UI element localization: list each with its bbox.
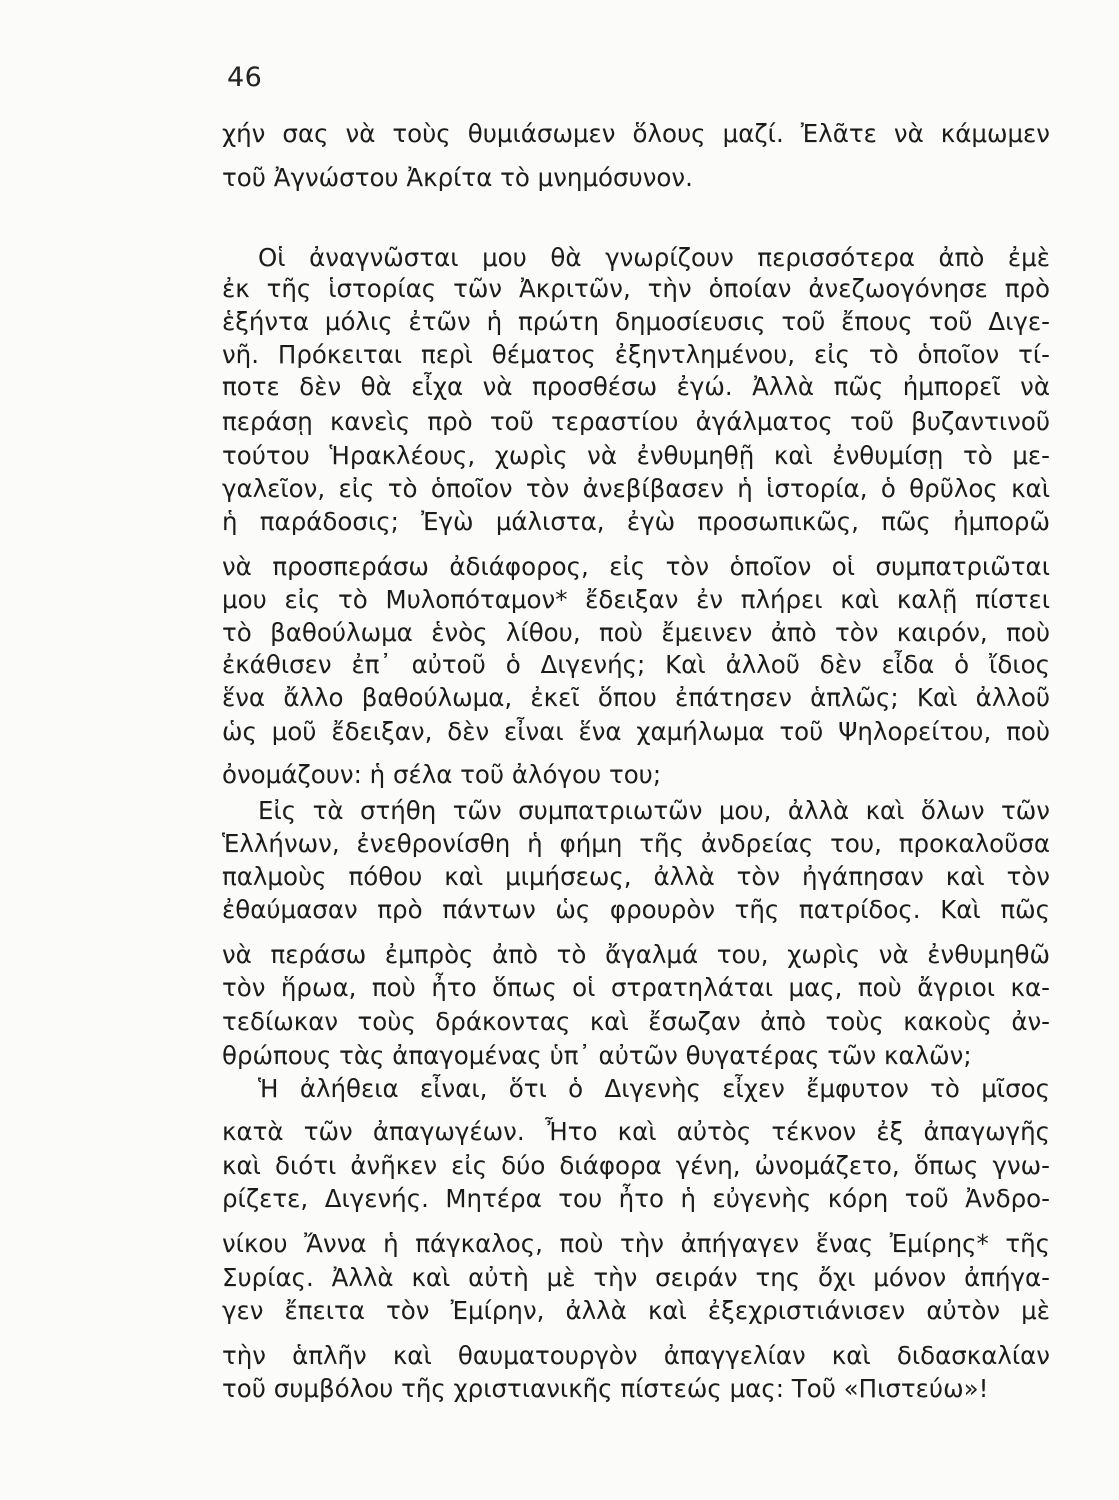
text-line: νὰ περάσω ἐμπρὸς ἀπὸ τὸ ἄγαλμά του, χωρὶς νὰ ἐνθυμηθῶ (222, 940, 1050, 969)
paragraph-start-line: Ἡ ἀλήθεια εἶναι, ὅτι ὁ Διγενὴς εἶχεν ἔμφυτον τὸ μῖσος (258, 1074, 1050, 1103)
text-line: νὰ προσπεράσω ἀδιάφορος, εἰς τὸν ὁποῖον οἱ συμπατριῶται (222, 552, 1050, 581)
text-line: καὶ διότι ἀνῆκεν εἰς δύο διάφορα γένη, ὠνομάζετο, ὅπως γνω- (222, 1151, 1050, 1180)
text-line: ρίζετε, Διγενής. Μητέρα του ἦτο ἡ εὐγενὴς κόρη τοῦ Ἀνδρο- (222, 1184, 1050, 1213)
page-number: 46 (227, 62, 263, 93)
text-line: Ἑλλήνων, ἐνεθρονίσθη ἡ φήμη τῆς ἀνδρείας του, προκαλοῦσα (222, 829, 1050, 858)
text-line: ἐκ τῆς ἱστορίας τῶν Ἀκριτῶν, τὴν ὁποίαν ἀνεζωογόνησε πρὸ (222, 274, 1050, 303)
text-line: τὸν ἥρωα, ποὺ ἦτο ὅπως οἱ στρατηλάται μας, ποὺ ἄγριοι κα- (222, 973, 1050, 1002)
text-line: ποτε δὲν θὰ εἶχα νὰ προσθέσω ἐγώ. Ἀλλὰ πῶς ἠμπορεῖ νὰ (222, 372, 1050, 401)
text-line: γαλεῖον, εἰς τὸ ὁποῖον τὸν ἀνεβίβασεν ἡ ἱστορία, ὁ θρῦλος καὶ (222, 474, 1050, 503)
text-line: τούτου Ἡρακλέους, χωρὶς νὰ ἐνθυμηθῇ καὶ ἐνθυμίσῃ τὸ με- (222, 441, 1050, 470)
text-line: ἡ παράδοσις; Ἐγὼ μάλιστα, ἐγὼ προσωπικῶς, πῶς ἠμπορῶ (222, 507, 1050, 536)
text-line: γεν ἔπειτα τὸν Ἐμίρην, ἀλλὰ καὶ ἐξεχριστιάνισεν αὐτὸν μὲ (222, 1296, 1050, 1325)
text-line: ὡς μοῦ ἔδειξαν, δὲν εἶναι ἕνα χαμήλωμα τοῦ Ψηλορείτου, ποὺ (222, 717, 1050, 746)
text-line: νίκου Ἄννα ἡ πάγκαλος, ποὺ τὴν ἀπήγαγεν ἕνας Ἐμίρης* τῆς (222, 1229, 1050, 1258)
text-line: τεδίωκαν τοὺς δράκοντας καὶ ἔσωζαν ἀπὸ τοὺς κακοὺς ἀν- (222, 1007, 1050, 1036)
text-line: τὴν ἁπλῆν καὶ θαυματουργὸν ἀπαγγελίαν καὶ διδασκαλίαν (222, 1341, 1050, 1370)
text-line: θρώπους τὰς ἀπαγομένας ὑπ᾿ αὐτῶν θυγατέρας τῶν καλῶν; (222, 1041, 972, 1070)
text-line: τὸ βαθούλωμα ἑνὸς λίθου, ποὺ ἔμεινεν ἀπὸ τὸν καιρόν, ποὺ (222, 618, 1050, 647)
text-line: ἕνα ἄλλο βαθούλωμα, ἐκεῖ ὅπου ἐπάτησεν ἁπλῶς; Καὶ ἀλλοῦ (222, 683, 1050, 712)
text-line: νῆ. Πρόκειται περὶ θέματος ἐξηντλημένου, εἰς τὸ ὁποῖον τί- (222, 340, 1050, 369)
text-line: χήν σας νὰ τοὺς θυμιάσωμεν ὅλους μαζί. Ἐλᾶτε νὰ κάμωμεν (222, 119, 1050, 148)
paragraph-start-line: Οἱ ἀναγνῶσται μου θὰ γνωρίζουν περισσότερα ἀπὸ ἐμὲ (258, 243, 1050, 272)
text-line: παλμοὺς πόθου καὶ μιμήσεως, ἀλλὰ τὸν ἠγάπησαν καὶ τὸν (222, 862, 1050, 891)
text-line: μου εἰς τὸ Μυλοπόταμον* ἔδειξαν ἐν πλήρει καὶ καλῇ πίστει (222, 585, 1050, 614)
text-line: ἐκάθισεν ἐπ᾿ αὐτοῦ ὁ Διγενής; Καὶ ἀλλοῦ δὲν εἶδα ὁ ἴδιος (222, 650, 1050, 679)
text-line: τοῦ συμβόλου τῆς χριστιανικῆς πίστεώς μας: Τοῦ «Πιστεύω»! (222, 1374, 989, 1403)
text-line: ἐθαύμασαν πρὸ πάντων ὡς φρουρὸν τῆς πατρίδος. Καὶ πῶς (222, 895, 1050, 924)
text-line: κατὰ τῶν ἀπαγωγέων. Ἦτο καὶ αὐτὸς τέκνον ἐξ ἀπαγωγῆς (222, 1117, 1050, 1146)
paragraph-start-line: Εἰς τὰ στήθη τῶν συμπατριωτῶν μου, ἀλλὰ καὶ ὅλων τῶν (258, 796, 1050, 825)
text-line: Συρίας. Ἀλλὰ καὶ αὐτὴ μὲ τὴν σειράν της ὄχι μόνον ἀπήγα- (222, 1263, 1050, 1292)
text-line: τοῦ Ἀγνώστου Ἀκρίτα τὸ μνημόσυνον. (222, 163, 693, 192)
text-line: περάσῃ κανεὶς πρὸ τοῦ τεραστίου ἀγάλματος τοῦ βυζαντινοῦ (222, 407, 1050, 436)
text-line: ἑξήντα μόλις ἐτῶν ἡ πρώτη δημοσίευσις τοῦ ἔπους τοῦ Διγε- (222, 307, 1050, 336)
text-line: ὀνομάζουν: ἡ σέλα τοῦ ἀλόγου του; (222, 760, 662, 789)
